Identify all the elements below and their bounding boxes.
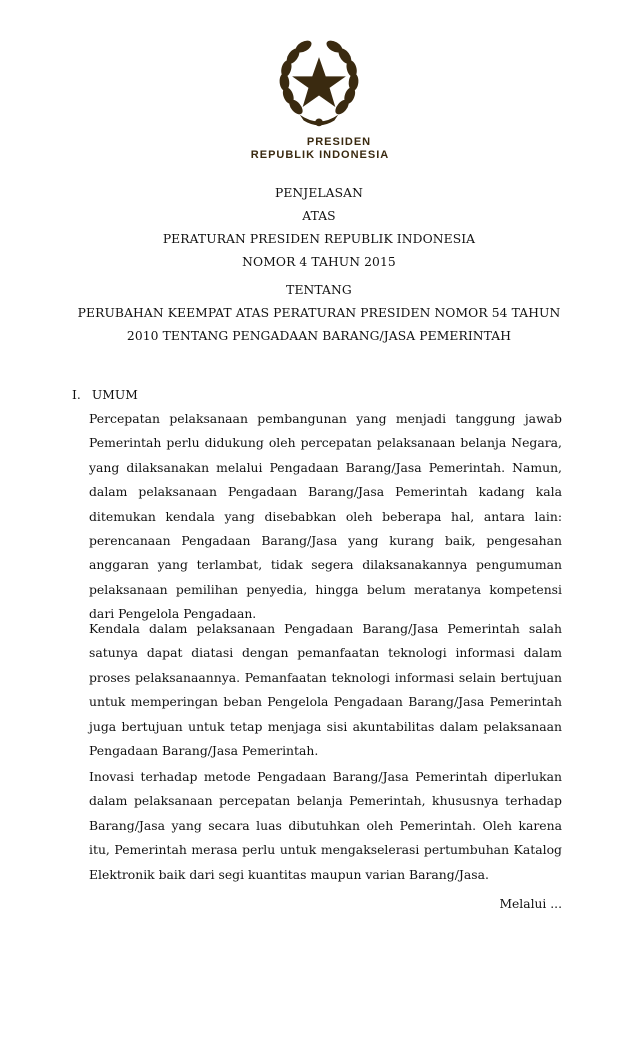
title-line-2: ATAS	[302, 209, 336, 223]
section-heading	[72, 388, 138, 402]
letterhead-line-2: REPUBLIK INDONESIA	[250, 149, 390, 161]
letterhead-line-1: PRESIDEN	[306, 136, 372, 148]
title-line-7: 2010 TENTANG PENGADAAN BARANG/JASA PEMERINTAH	[126, 329, 512, 343]
continuation-text: Melalui ...	[499, 897, 562, 911]
title-line-6: PERUBAHAN KEEMPAT ATAS PERATURAN PRESIDEN NOMOR 54 TAHUN	[77, 306, 561, 320]
title-line-5: TENTANG	[286, 283, 352, 297]
paragraph-3: Inovasi terhadap metode Pengadaan Barang/Jasa Pemerintah diperlukan dalam pelaksanaan percepatan belanja Pemerintah, khususnya terhadap Barang/Jasa yang secara luas dibutuhkan oleh Pemerintah. Oleh karena itu, Pemerintah merasa perlu untuk mengakselerasi pertumbuhan Katalog Elektronik baik dari segi kuantitas maupun varian Barang/Jasa.	[89, 769, 562, 882]
title-line-1: PENJELASAN	[274, 186, 364, 200]
title-line-3: PERATURAN PRESIDEN REPUBLIK INDONESIA	[162, 232, 476, 246]
paragraph-2: Kendala dalam pelaksanaan Pengadaan Barang/Jasa Pemerintah salah satunya dapat diatasi dengan pemanfaatan teknologi informasi dalam proses pelaksanaannya. Pemanfaatan teknologi informasi selain bertujuan untuk memperingan beban Pengelola Pengadaan Barang/Jasa Pemerintah juga bertujuan untuk tetap menjaga sisi akuntabilitas dalam pelaksanaan Pengadaan Barang/Jasa Pemerintah.	[89, 621, 562, 759]
section-number: I.	[72, 388, 81, 402]
garuda-star-emblem-icon	[271, 36, 367, 132]
title-line-4: NOMOR 4 TAHUN 2015	[242, 255, 396, 269]
letterhead	[200, 136, 440, 161]
section-title: UMUM	[91, 388, 138, 402]
paragraph-1: Percepatan pelaksanaan pembangunan yang menjadi tanggung jawab Pemerintah perlu didukung oleh percepatan pelaksanaan belanja Negara, yang dilaksanakan melalui Pengadaan Barang/Jasa Pemerintah. Namun, dalam pelaksanaan Pengadaan Barang/Jasa Pemerintah kadang kala ditemukan kendala yang disebabkan oleh beberapa hal, antara lain: perencanaan Pengadaan Barang/Jasa yang kurang baik, pengesahan anggaran yang terlambat, tidak segera dilaksanakannya pengumuman pelaksanaan pemilihan penyedia, hingga belum meratanya kompetensi dari Pengelola Pengadaan.	[89, 411, 562, 622]
